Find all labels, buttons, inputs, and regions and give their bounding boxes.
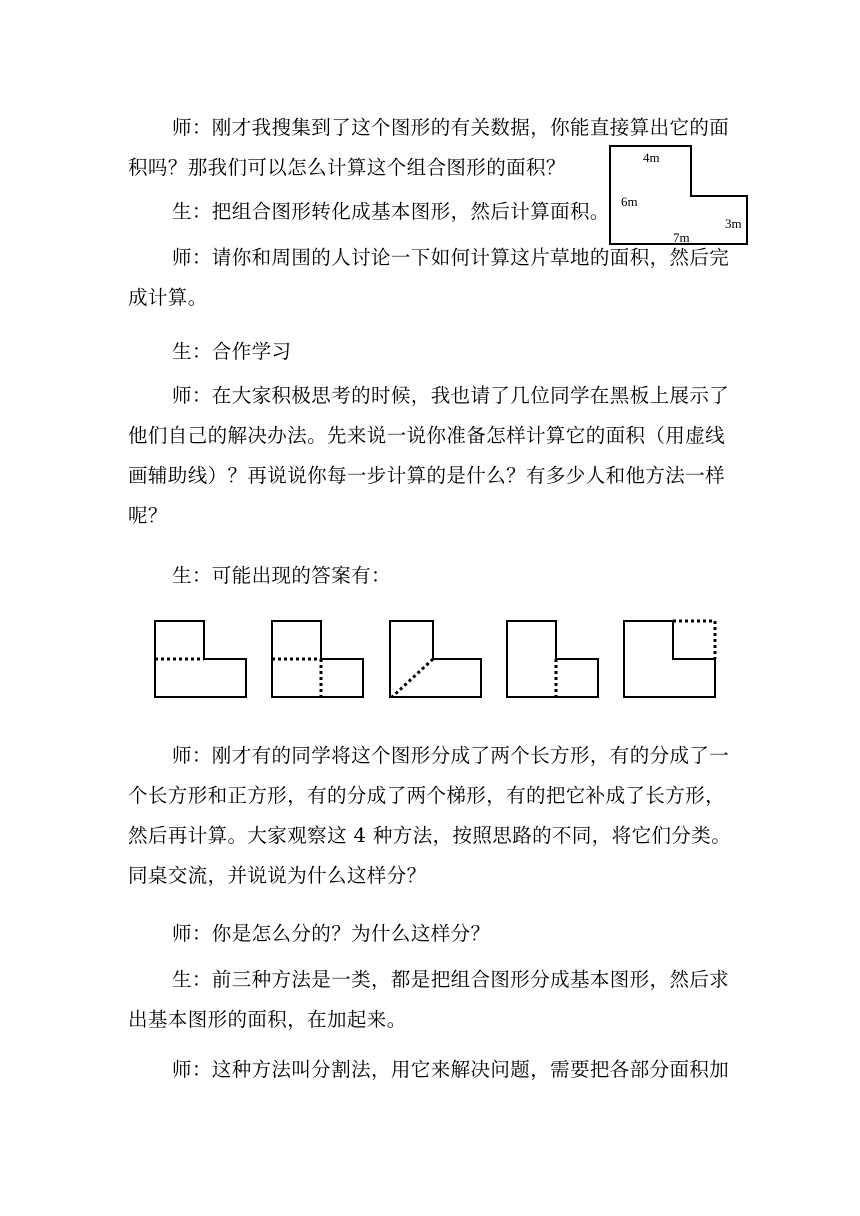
paragraph-2: 生：把组合图形转化成基本图形，然后计算面积。 [172, 200, 610, 223]
method-figure-4 [507, 621, 598, 697]
paragraph-8: 师：你是怎么分的？为什么这样分？ [172, 922, 491, 945]
paragraph-3: 师：请你和周围的人讨论一下如何计算这片草地的面积，然后完成计算。 [128, 246, 730, 309]
paragraph-9: 生：前三种方法是一类，都是把组合图形分成基本图形，然后求出基本图形的面积，在加起来。 [128, 968, 730, 1031]
paragraph-7: 师：刚才有的同学将这个图形分成了两个长方形，有的分成了一个长方形和正方形，有的分成了两个梯形，有的把它补成了长方形，然后再计算。大家观察这 4 种方法，按照思路的不同，将它们分类。同桌交流，并说说为什么这样分？ [128, 744, 732, 887]
method-figure-2 [272, 621, 363, 697]
paragraph-5: 师：在大家积极思考的时候，我也请了几位同学在黑板上展示了他们自己的解决办法。先来说一说你准备怎样计算它的面积（用虚线画辅助线）？再说说你每一步计算的是什么？有多少人和他方法一样呢？ [128, 384, 730, 527]
paragraph-10: 师：这种方法叫分割法，用它来解决问题，需要把各部分面积加 [172, 1058, 730, 1081]
dashed-divider [392, 659, 433, 697]
label-top: 4m [643, 150, 660, 165]
l-shape-figure [605, 140, 755, 250]
paragraph-6: 生：可能出现的答案有： [172, 564, 391, 587]
paragraph-1: 师：刚才我搜集到了这个图形的有关数据，你能直接算出它的面积吗？那我们可以怎么计算这个组合图形的面积？ [128, 116, 730, 179]
method-figures-row [150, 616, 725, 702]
method-figure-3 [390, 621, 481, 697]
method-figure-5 [624, 621, 715, 697]
paragraph-4: 生：合作学习 [172, 340, 292, 363]
dashed-completion [673, 621, 715, 659]
label-bottom: 7m [673, 230, 690, 245]
method-figure-1 [155, 621, 246, 697]
label-left: 6m [621, 194, 638, 209]
label-right: 3m [725, 216, 742, 231]
